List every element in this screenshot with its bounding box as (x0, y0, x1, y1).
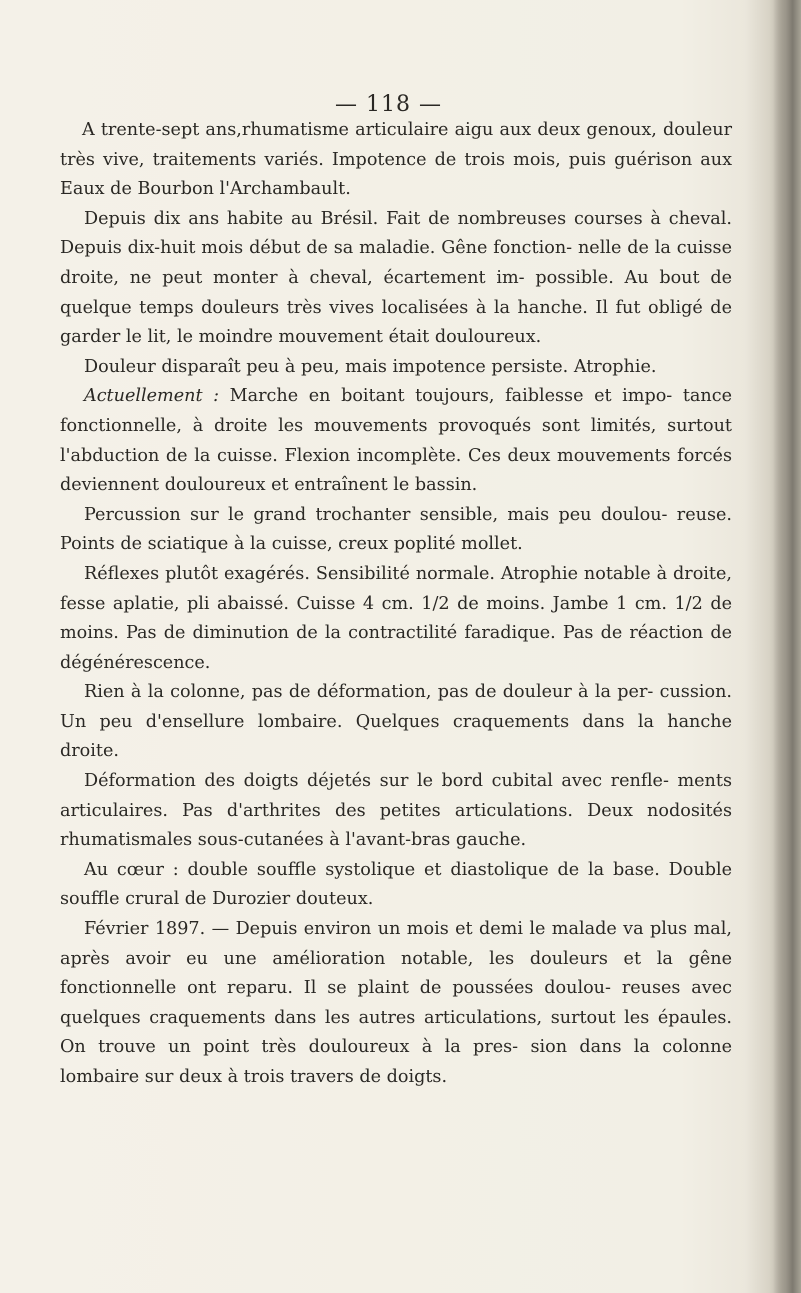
paragraph-current-state (60, 382, 732, 500)
paragraph-brazil: Depuis dix ans habite au Brésil. Fait de nombreuses courses à cheval. Depuis dix-huit mois début de sa maladie. Gêne fonction- nelle de la cuisse droite, ne peut monter à cheval, écartement im- possible. Au bout de quelque temps douleurs très vives localisées à la hanche. Il fut obligé de garder le lit, le moindre mouvement était douloureux. (60, 208, 732, 348)
paragraph-spine: Rien à la colonne, pas de déformation, pas de douleur à la per- cussion. Un peu d'ensellure lombaire. Quelques craquements dans la hanche droite. (60, 682, 732, 762)
actuellement-lead: Actuellement : (84, 386, 220, 407)
body-text (60, 116, 732, 1093)
paragraph-atrophy: Douleur disparaît peu à peu, mais impotence persiste. Atrophie. (84, 356, 657, 377)
paragraph-heart: Au cœur : double souffle systolique et diastolique de la base. Double souffle crural de Durozier douteux. (60, 859, 732, 910)
paragraph-february: Février 1897. — Depuis environ un mois et demi le malade va plus mal, après avoir eu une amélioration notable, les douleurs et la gêne fonctionnelle ont reparu. Il se plaint de poussées doulou- reuses avec quelques craquements dans les autres articulations, surtout les épaules. On trouve un point très douloureux à la pres- sion dans la colonne lombaire sur deux à trois travers de doigts. (60, 919, 732, 1087)
actuellement-text: Marche en boitant toujours, faiblesse et impo- tance fonctionnelle, à droite les mouvements provoqués sont limités, surtout l'abduction de la cuisse. Flexion incomplète. Ces deux mouvements forcés deviennent douloureux et entraînent le bassin. (60, 386, 732, 496)
paragraph-percussion: Percussion sur le grand trochanter sensible, mais peu doulou- reuse. Points de sciatique à la cuisse, creux poplité mollet. (60, 504, 732, 555)
page-number: — 118 — (335, 92, 442, 117)
paragraph-fingers: Déformation des doigts déjetés sur le bord cubital avec renfle- ments articulaires. Pas d'arthrites des petites articulations. Deux nodosités rhumatismales sous-cutanées à l'avant-bras gauche. (60, 771, 732, 851)
paragraph-history: A trente-sept ans,rhumatisme articulaire aigu aux deux genoux, douleur très vive, traitements variés. Impotence de trois mois, puis guérison aux Eaux de Bourbon l'Archambault. (60, 120, 732, 200)
paragraph-reflexes: Réflexes plutôt exagérés. Sensibilité normale. Atrophie notable à droite, fesse aplatie, pli abaissé. Cuisse 4 cm. 1/2 de moins. Jambe 1 cm. 1/2 de moins. Pas de diminution de la contractilité faradique. Pas de réaction de dégénérescence. (60, 563, 732, 673)
book-spine-shadow (773, 0, 801, 1293)
